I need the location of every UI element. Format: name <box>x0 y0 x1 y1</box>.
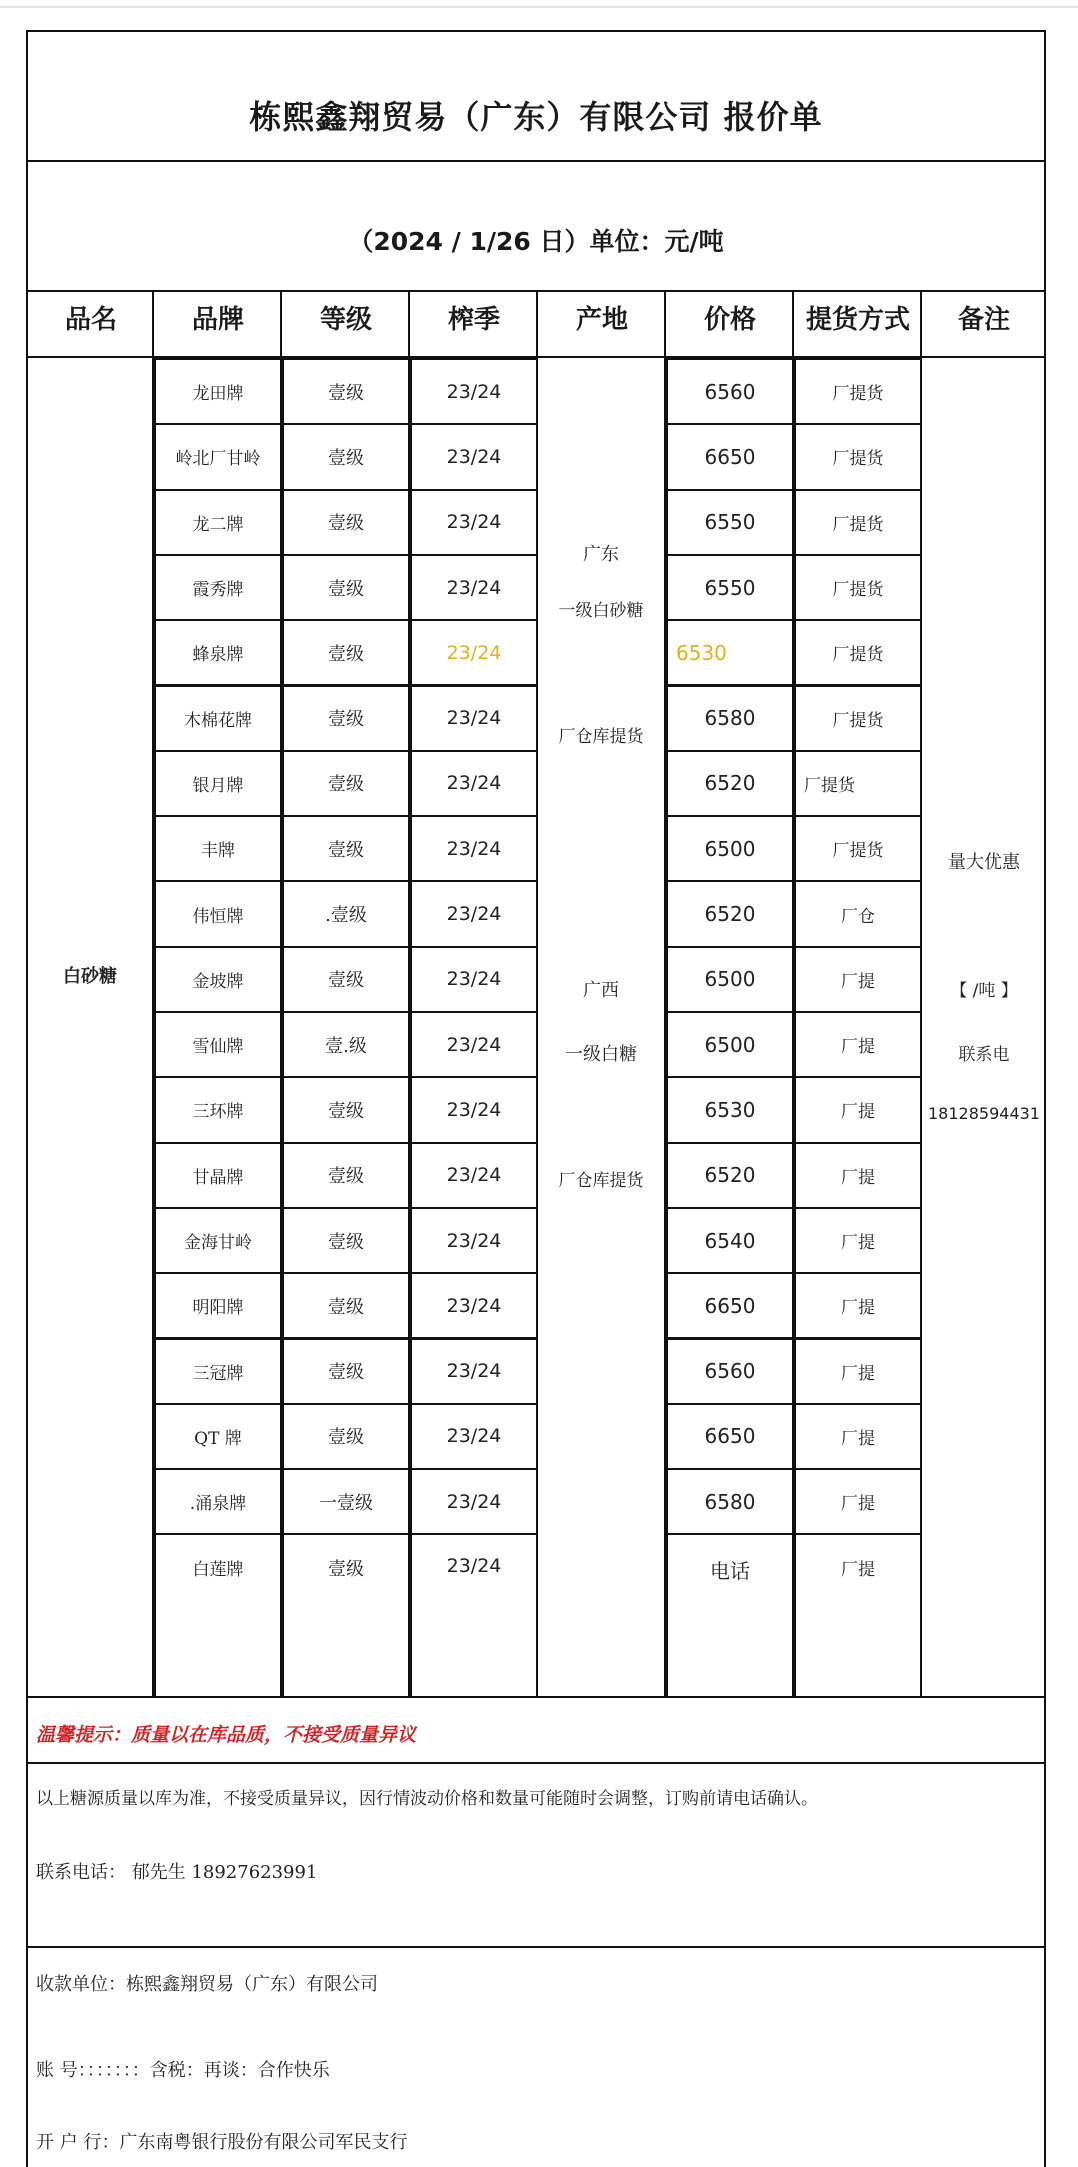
pickup-cell: 厂提 <box>794 1403 922 1470</box>
col-header-grade: 等级 <box>319 305 372 335</box>
page-title: 栋熙鑫翔贸易（广东）有限公司 报价单 <box>249 98 823 136</box>
grade-cell: 壹级 <box>282 750 410 817</box>
price-cell: 6500 <box>666 946 794 1013</box>
pickup-cell: 厂提货 <box>794 619 922 686</box>
pickup-cell: 厂提 <box>794 1533 922 1698</box>
price-cell: 6550 <box>666 554 794 621</box>
season-cell: 23/24 <box>410 815 538 882</box>
top-divider <box>0 6 1078 8</box>
grade-cell: 壹.级 <box>282 1011 410 1078</box>
origin-guangdong-grade: 一级白砂糖 <box>558 601 644 621</box>
col-header-price: 价格 <box>703 305 756 335</box>
brand-cell: 龙田牌 <box>154 358 282 425</box>
bank-line: 开 户 行：广东南粤银行股份有限公司军民支行 <box>36 2132 408 2153</box>
brand-cell: 三冠牌 <box>154 1338 282 1405</box>
brand-cell: 银月牌 <box>154 750 282 817</box>
divider <box>28 1762 1044 1764</box>
season-cell: 23/24 <box>410 489 538 556</box>
quotation-sheet <box>26 30 1046 2167</box>
brand-cell: 金海甘岭 <box>154 1207 282 1274</box>
grade-cell: 壹级 <box>282 1338 410 1405</box>
season-cell: 23/24 <box>410 685 538 752</box>
origin-guangxi: 广西 <box>583 980 619 1001</box>
price-cell: 电话 <box>666 1533 794 1698</box>
price-cell: 6560 <box>666 358 794 425</box>
brand-cell: 木棉花牌 <box>154 685 282 752</box>
price-cell: 6500 <box>666 815 794 882</box>
payee-line: 收款单位：栋熙鑫翔贸易（广东）有限公司 <box>36 1974 378 1995</box>
brand-cell: 三环牌 <box>154 1076 282 1143</box>
price-cell: 6530 <box>666 619 794 686</box>
pickup-cell: 厂提货 <box>794 554 922 621</box>
pickup-cell: 厂提 <box>794 1142 922 1209</box>
col-header-pickup: 提货方式 <box>805 305 910 335</box>
price-cell: 6650 <box>666 423 794 490</box>
divider <box>28 1946 1044 1948</box>
brand-cell: 岭北厂甘岭 <box>154 423 282 490</box>
col-header-remark: 备注 <box>957 305 1010 335</box>
pickup-cell: 厂提货 <box>794 423 922 490</box>
season-cell: 23/24 <box>410 1403 538 1470</box>
divider <box>28 1696 1044 1698</box>
brand-cell: 丰牌 <box>154 815 282 882</box>
grade-cell: 壹级 <box>282 815 410 882</box>
col-header-product: 品名 <box>64 305 117 335</box>
remark-contact-label: 联系电 <box>958 1045 1010 1065</box>
pickup-cell: 厂提 <box>794 1338 922 1405</box>
brand-cell: 蜂泉牌 <box>154 619 282 686</box>
pickup-cell: 厂提货 <box>794 489 922 556</box>
grade-cell: .壹级 <box>282 880 410 947</box>
price-cell: 6550 <box>666 489 794 556</box>
season-cell: 23/24 <box>410 1142 538 1209</box>
pickup-cell: 厂提 <box>794 1468 922 1535</box>
pickup-cell: 厂提 <box>794 1011 922 1078</box>
grade-cell: 壹级 <box>282 423 410 490</box>
price-cell: 6580 <box>666 1468 794 1535</box>
origin-guangxi-grade: 一级白糖 <box>565 1044 637 1065</box>
col-header-season: 榨季 <box>447 305 500 335</box>
season-cell: 23/24 <box>410 1338 538 1405</box>
grade-cell: 壹级 <box>282 358 410 425</box>
pickup-cell: 厂提货 <box>794 750 922 817</box>
origin-guangdong-pickup: 厂仓库提货 <box>558 727 644 747</box>
price-cell: 6650 <box>666 1403 794 1470</box>
grade-cell: 壹级 <box>282 554 410 621</box>
brand-cell: 霞秀牌 <box>154 554 282 621</box>
grade-cell: 壹级 <box>282 1142 410 1209</box>
season-cell: 23/24 <box>410 946 538 1013</box>
price-cell: 6500 <box>666 1011 794 1078</box>
season-cell: 23/24 <box>410 619 538 686</box>
brand-cell: 金坡牌 <box>154 946 282 1013</box>
brand-cell: 龙二牌 <box>154 489 282 556</box>
col-header-brand: 品牌 <box>191 305 244 335</box>
grade-cell: 壹级 <box>282 685 410 752</box>
brand-cell: 甘晶牌 <box>154 1142 282 1209</box>
remark-phone: 18128594431 <box>928 1104 1040 1123</box>
season-cell: 23/24 <box>410 1272 538 1339</box>
season-cell: 23/24 <box>410 880 538 947</box>
pickup-cell: 厂提货 <box>794 815 922 882</box>
season-cell: 23/24 <box>410 1468 538 1535</box>
price-cell: 6520 <box>666 880 794 947</box>
origin-guangdong: 广东 <box>583 544 619 565</box>
grade-cell: 壹级 <box>282 619 410 686</box>
price-cell: 6520 <box>666 1142 794 1209</box>
grade-cell: 一壹级 <box>282 1468 410 1535</box>
pickup-cell: 厂仓 <box>794 880 922 947</box>
grade-cell: 壹级 <box>282 946 410 1013</box>
price-cell: 6520 <box>666 750 794 817</box>
pickup-cell: 厂提 <box>794 1076 922 1143</box>
season-cell: 23/24 <box>410 358 538 425</box>
account-line: 账 号：：：：：：：含税：再谈：合作快乐 <box>36 2060 330 2081</box>
price-cell: 6540 <box>666 1207 794 1274</box>
grade-cell: 壹级 <box>282 1076 410 1143</box>
season-cell: 23/24 <box>410 1533 538 1698</box>
grade-cell: 壹级 <box>282 489 410 556</box>
pickup-cell: 厂提货 <box>794 685 922 752</box>
contact-line: 联系电话： 郁先生 18927623991 <box>36 1862 318 1883</box>
brand-cell: 雪仙牌 <box>154 1011 282 1078</box>
warning-note: 温馨提示：质量以在库品质，不接受质量异议 <box>36 1724 417 1746</box>
brand-cell: 明阳牌 <box>154 1272 282 1339</box>
remark-per-ton: 【 /吨 】 <box>950 981 1018 1001</box>
price-cell: 6560 <box>666 1338 794 1405</box>
season-cell: 23/24 <box>410 423 538 490</box>
pickup-cell: 厂提 <box>794 1207 922 1274</box>
brand-cell: 伟恒牌 <box>154 880 282 947</box>
season-cell: 23/24 <box>410 1011 538 1078</box>
season-cell: 23/24 <box>410 554 538 621</box>
pickup-cell: 厂提 <box>794 1272 922 1339</box>
price-cell: 6650 <box>666 1272 794 1339</box>
pickup-cell: 厂提 <box>794 946 922 1013</box>
date-unit-line: （2024 / 1/26 日）单位：元/吨 <box>348 227 724 256</box>
origin-guangxi-pickup: 厂仓库提货 <box>558 1171 644 1191</box>
brand-cell: 白莲牌 <box>154 1533 282 1698</box>
col-header-origin: 产地 <box>575 305 628 335</box>
grade-cell: 壹级 <box>282 1403 410 1470</box>
pickup-cell: 厂提货 <box>794 358 922 425</box>
season-cell: 23/24 <box>410 750 538 817</box>
brand-cell: QT 牌 <box>154 1403 282 1470</box>
remark-bulk-discount: 量大优惠 <box>948 852 1020 873</box>
price-cell: 6580 <box>666 685 794 752</box>
divider <box>28 160 1044 162</box>
grade-cell: 壹级 <box>282 1533 410 1698</box>
brand-cell: .涌泉牌 <box>154 1468 282 1535</box>
product-name: 白砂糖 <box>63 966 117 987</box>
price-cell: 6530 <box>666 1076 794 1143</box>
season-cell: 23/24 <box>410 1076 538 1143</box>
grade-cell: 壹级 <box>282 1272 410 1339</box>
season-cell: 23/24 <box>410 1207 538 1274</box>
grade-cell: 壹级 <box>282 1207 410 1274</box>
notice-text: 以上糖源质量以库为准，不接受质量异议，因行情波动价格和数量可能随时会调整，订购前请电话确认。 <box>36 1789 818 1809</box>
